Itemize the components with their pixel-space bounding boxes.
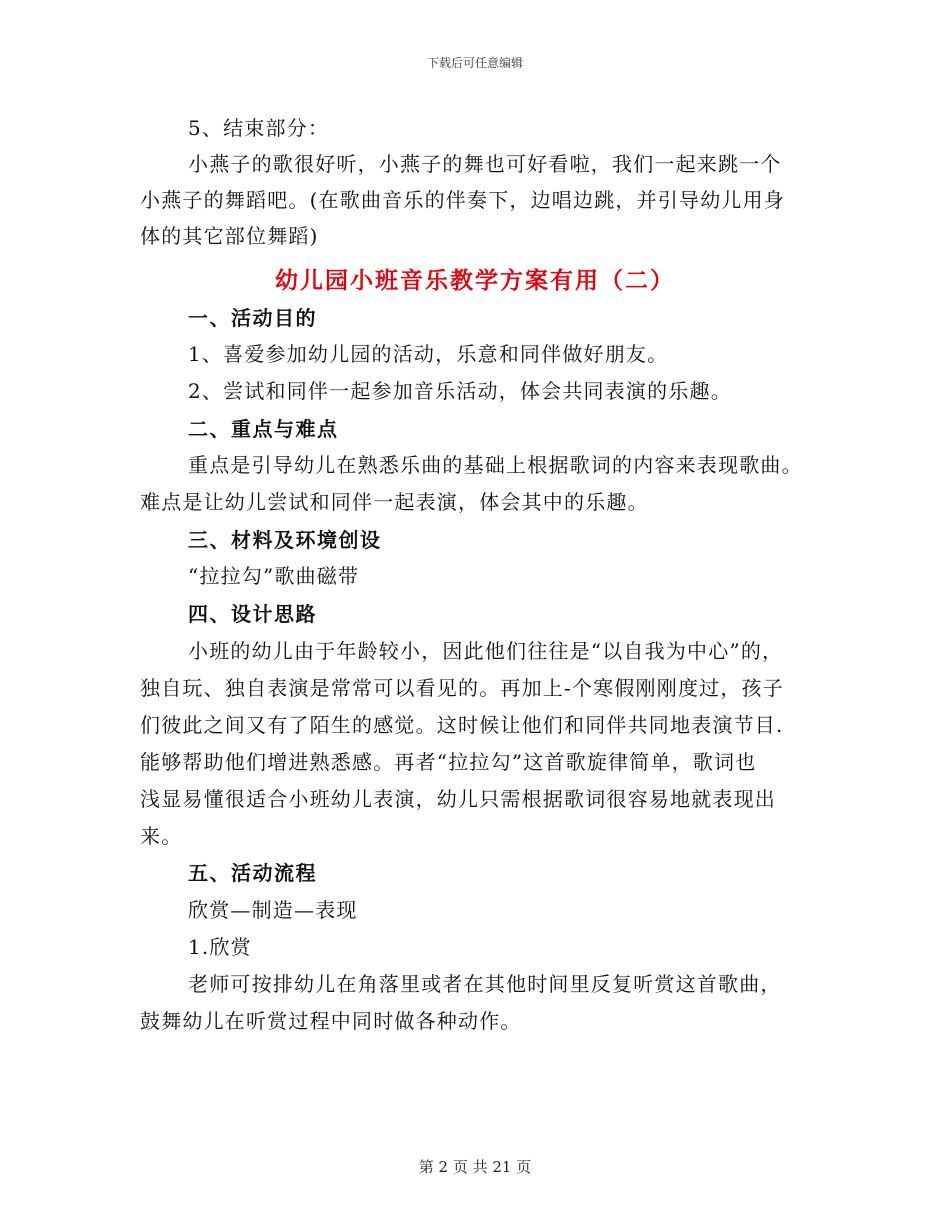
paragraph-line: 浅显易懂很适合小班幼儿表演，幼儿只需根据歌词很容易地就表现出 bbox=[140, 787, 776, 811]
flow-text: 欣赏—制造—表现 bbox=[188, 898, 358, 922]
paragraph-line: 重点是引导幼儿在熟悉乐曲的基础上根据歌词的内容来表现歌曲。 bbox=[188, 453, 803, 477]
page-footer: 第 2 页 共 21 页 bbox=[418, 1158, 532, 1176]
page-header: 下载后可任意编辑 bbox=[426, 56, 523, 70]
paragraph-line: 难点是让幼儿尝试和同伴一起表演，体会其中的乐趣。 bbox=[140, 490, 649, 514]
paragraph-line: “拉拉勾”歌曲磁带 bbox=[188, 564, 360, 588]
list-item: 2、尝试和同伴一起参加音乐活动，体会共同表演的乐趣。 bbox=[188, 379, 732, 403]
paragraph-line: 小燕子的歌很好听，小燕子的舞也可好看啦，我们一起来跳一个 bbox=[188, 152, 782, 176]
document-title: 幼儿园小班音乐教学方案有用（二） bbox=[275, 267, 675, 294]
paragraph-line: 能够帮助他们增进熟悉感。再者“拉拉勾”这首歌旋律简单，歌词也 bbox=[140, 750, 757, 774]
paragraph-line: 体的其它部位舞蹈) bbox=[140, 224, 319, 248]
section-heading: 一、活动目的 bbox=[188, 306, 317, 330]
paragraph-line: 小燕子的舞蹈吧。(在歌曲音乐的伴奏下，边唱边跳，并引导幼儿用身 bbox=[140, 188, 786, 212]
paragraph-line: 小班的幼儿由于年龄较小，因此他们往往是“以自我为中心”的， bbox=[188, 639, 784, 663]
paragraph-line: 独自玩、独自表演是常常可以看见的。再加上-个寒假刚刚度过，孩子 bbox=[140, 676, 784, 700]
section-heading: 三、材料及环境创设 bbox=[188, 528, 382, 552]
list-item: 1、喜爱参加幼儿园的活动，乐意和同伴做好朋友。 bbox=[188, 342, 669, 366]
section-end-heading: 5、结束部分： bbox=[188, 116, 330, 140]
paragraph-line: 来。 bbox=[140, 824, 183, 848]
paragraph-line: 鼓舞幼儿在听赏过程中同时做各种动作。 bbox=[140, 1009, 522, 1033]
section-heading: 二、重点与难点 bbox=[188, 417, 339, 441]
paragraph-line: 们彼此之间又有了陌生的感觉。这时候让他们和同伴共同地表演节目. bbox=[140, 713, 784, 737]
sub-heading: 1.欣赏 bbox=[188, 935, 252, 959]
section-heading: 五、活动流程 bbox=[188, 861, 317, 885]
section-heading: 四、设计思路 bbox=[188, 602, 317, 626]
paragraph-line: 老师可按排幼儿在角落里或者在其他时间里反复听赏这首歌曲， bbox=[188, 972, 782, 996]
